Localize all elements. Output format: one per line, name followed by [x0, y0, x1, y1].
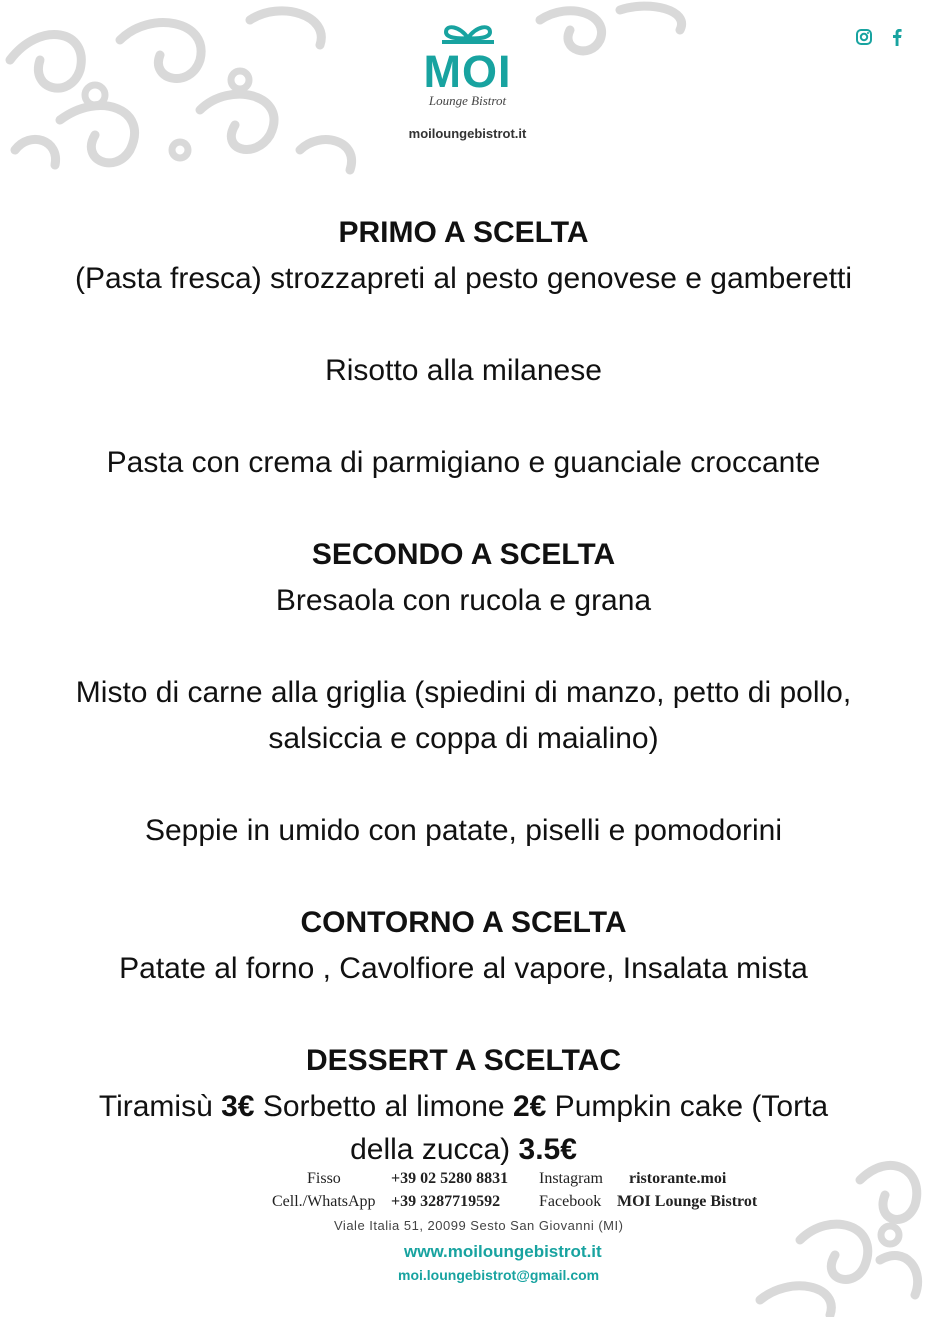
dessert-pumpkin-cont: della zucca) — [350, 1133, 519, 1166]
menu-item: Misto di carne alla griglia (spiedini di manzo, petto di pollo, — [75, 676, 852, 709]
dessert-tiramisu: Tiramisù — [98, 1090, 222, 1123]
facebook-icon[interactable] — [891, 28, 903, 46]
dessert-line-2 — [0, 1130, 927, 1170]
price: 3.5€ — [518, 1133, 577, 1166]
logo-tagline: Lounge Bistrot — [428, 93, 507, 108]
menu-item: Bresaola con rucola e grana — [275, 584, 652, 617]
menu — [0, 210, 927, 1170]
dessert-title: DESSERT A SCELTAC — [305, 1044, 621, 1077]
dessert-sorbetto: Sorbetto al limone — [254, 1090, 513, 1123]
logo-website[interactable]: moiloungebistrot.it — [408, 126, 527, 141]
ornament-top-left — [0, 0, 720, 190]
menu-item: Pasta con crema di parmigiano e guanciale croccante — [106, 446, 821, 479]
menu-item: (Pasta fresca) strozzapreti al pesto genovese e gamberetti — [74, 262, 853, 295]
cell-value[interactable]: +39 3287719592 — [391, 1193, 501, 1210]
menu-item: salsiccia e coppa di maialino) — [268, 722, 659, 755]
address: Viale Italia 51, 20099 Sesto San Giovanni (MI) — [334, 1218, 624, 1233]
social-icons — [855, 28, 903, 46]
dessert-line-1 — [0, 1084, 927, 1130]
instagram-value[interactable]: ristorante.moi — [629, 1170, 727, 1187]
secondo-title: SECONDO A SCELTA — [311, 538, 616, 571]
instagram-icon[interactable] — [855, 28, 873, 46]
website-link[interactable]: www.moiloungebistrot.it — [404, 1242, 602, 1261]
instagram-label: Instagram — [539, 1170, 603, 1187]
primo-title: PRIMO A SCELTA — [338, 216, 589, 249]
contorno-title: CONTORNO A SCELTA — [300, 906, 627, 939]
facebook-value[interactable]: MOI Lounge Bistrot — [617, 1193, 758, 1210]
ornament-bottom-right — [740, 1150, 927, 1317]
menu-item: Seppie in umido con patate, piselli e pomodorini — [144, 814, 783, 847]
dessert-pumpkin: Pumpkin cake (Torta — [546, 1090, 829, 1123]
menu-item: Patate al forno , Cavolfiore al vapore, Insalata mista — [119, 952, 808, 985]
email-link[interactable]: moi.loungebistrot@gmail.com — [398, 1267, 600, 1283]
menu-item: Risotto alla milanese — [325, 354, 602, 387]
price: 2€ — [512, 1090, 547, 1123]
logo-name: MOI — [423, 46, 512, 97]
facebook-label: Facebook — [539, 1193, 602, 1210]
cell-label: Cell./WhatsApp — [272, 1193, 376, 1210]
fisso-label: Fisso — [307, 1170, 341, 1187]
fisso-value[interactable]: +39 02 5280 8831 — [391, 1170, 509, 1187]
logo — [380, 22, 555, 141]
price: 3€ — [221, 1090, 255, 1123]
